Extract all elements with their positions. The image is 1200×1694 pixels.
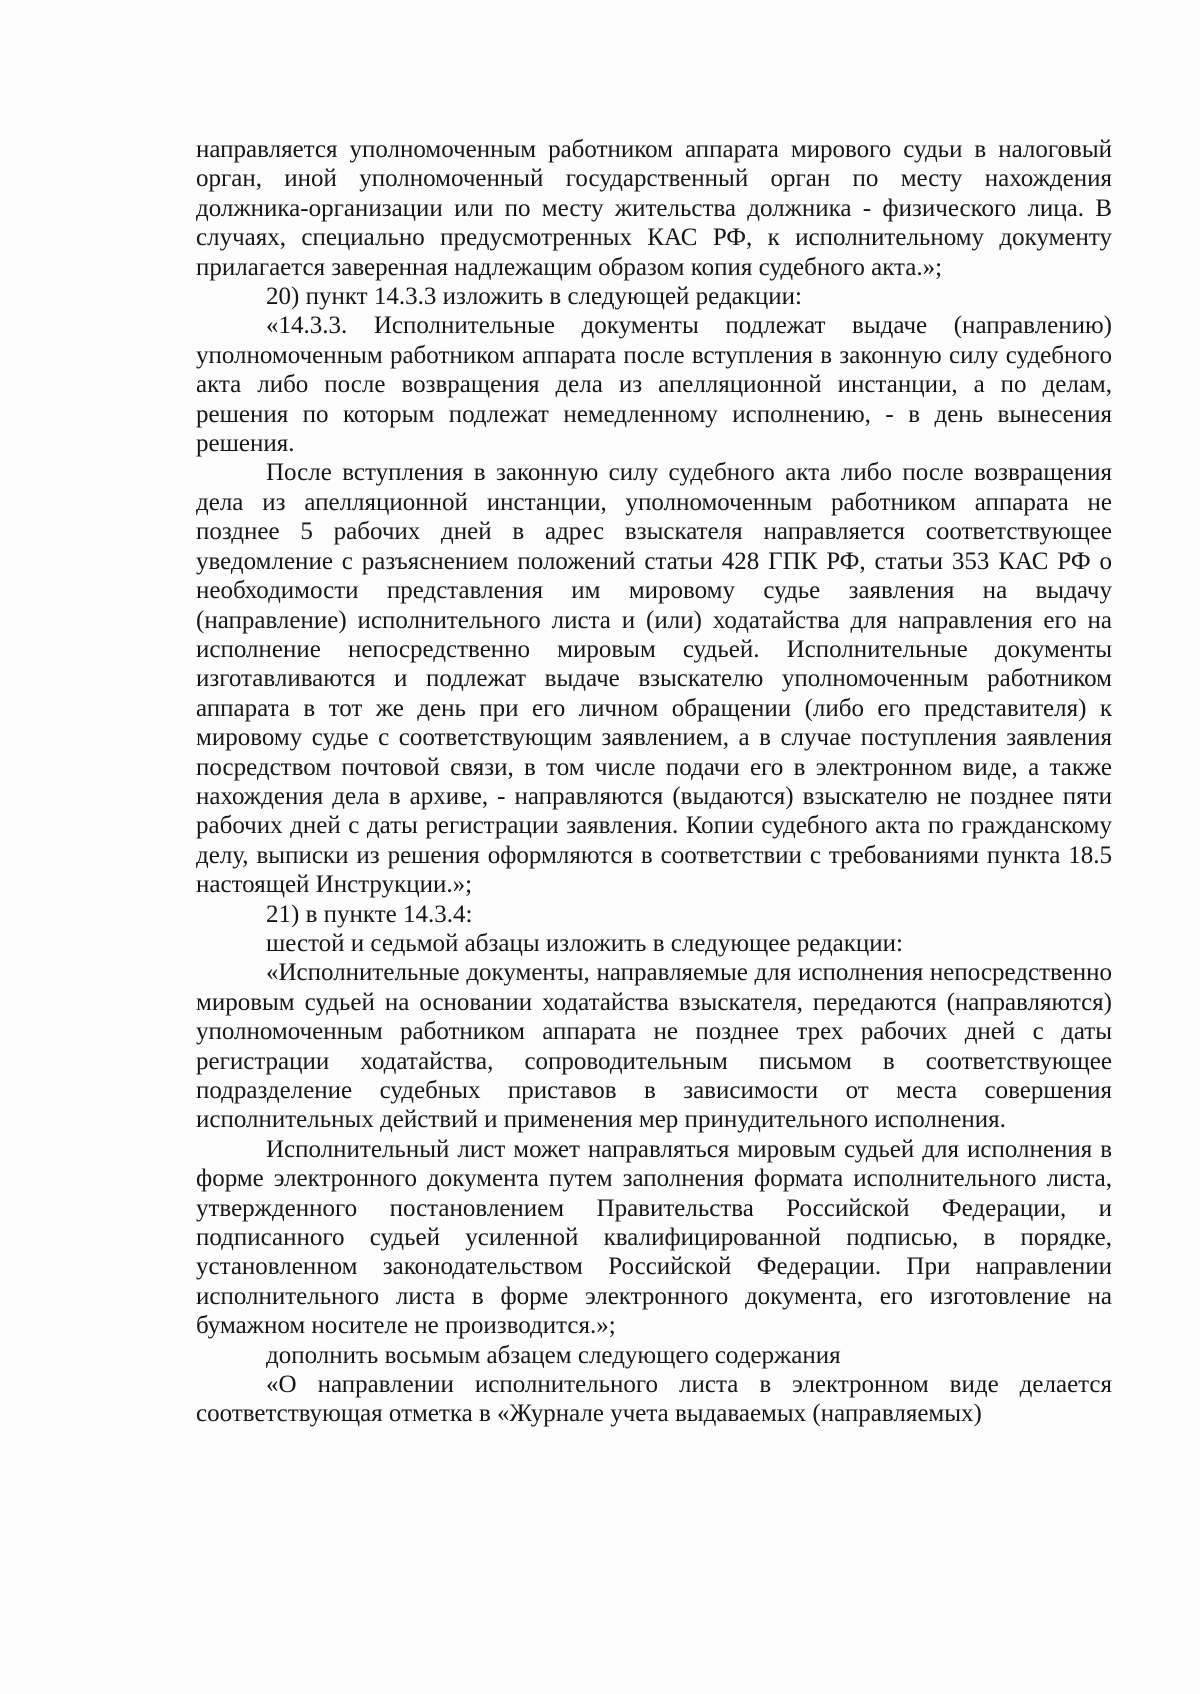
paragraph-sixth-seventh: шестой и седьмой абзацы изложить в следующее редакции:: [266, 929, 903, 957]
paragraph-exec-documents: «Исполнительные документы, направляемые для исполнения непосредственно мировым судьей на основании ходатайства взыскателя, передаются (направляются) уполномоченным работником аппарата не позднее трех рабочих дней с даты регистрации ходатайства, сопроводительным письмом в соответствующее подразделение судебных приставов в зависимости от места совершения исполнительных действий и применения мер принудительного исполнения.: [196, 959, 1112, 1134]
paragraph-continuation: направляется уполномоченным работником аппарата мирового судьи в налоговый орган, иной уполномоченный государственный орган по месту нахождения должника-организации или по месту жительства должника - физического лица. В случаях, специально предусмотренных КАС РФ, к исполнительному документу прилагается заверенная надлежащим образом копия судебного акта.»;: [196, 136, 1112, 281]
paragraph-eighth-addition: дополнить восьмым абзацем следующего содержания: [266, 1341, 841, 1369]
document-body: [196, 135, 1112, 1429]
paragraph-item-21: 21) в пункте 14.3.4:: [266, 900, 473, 928]
paragraph-after-entry: После вступления в законную силу судебного акта либо после возвращения дела из апелляционной инстанции, уполномоченным работником аппарата не позднее 5 рабочих дней в адрес взыскателя направляется соответствующее уведомление с разъяснением положений статьи 428 ГПК РФ, статьи 353 КАС РФ о необходимости представления им мировому судье заявления на выдачу (направление) исполнительного листа и (или) ходатайства для направления его на исполнение непосредственно мировым судьей. Исполнительные документы изготавливаются и подлежат выдаче взыскателю уполномоченным работником аппарата в тот же день при его личном обращении (либо его представителя) к мировому судье с соответствующим заявлением, а в случае поступления заявления посредством почтовой связи, в том числе подачи его в электронном виде, а также нахождения дела в архиве, - направляются (выдаются) взыскателю не позднее пяти рабочих дней с даты регистрации заявления. Копии судебного акта по гражданскому делу, выписки из решения оформляются в соответствии с требованиями пункта 18.5 настоящей Инструкции.»;: [196, 459, 1112, 899]
paragraph-item-20: 20) пункт 14.3.3 изложить в следующей редакции:: [266, 283, 802, 311]
paragraph-journal-note: «О направлении исполнительного листа в электронном виде делается соответствующая отметка в «Журнале учета выдаваемых (направляемых): [196, 1371, 1112, 1428]
paragraph-14-3-3: «14.3.3. Исполнительные документы подлежат выдаче (направлению) уполномоченным работником аппарата после вступления в законную силу судебного акта либо после возвращения дела из апелляционной инстанции, а по делам, решения по которым подлежат немедленному исполнению, - в день вынесения решения.: [196, 312, 1112, 458]
paragraph-exec-list-electronic: Исполнительный лист может направляться мировым судьей для исполнения в форме электронного документа путем заполнения формата исполнительного листа, утвержденного постановлением Правительства Российской Федерации, и подписанного судьей усиленной квалифицированной подписью, в порядке, установленном законодательством Российской Федерации. При направлении исполнительного листа в форме электронного документа, его изготовление на бумажном носителе не производится.»;: [196, 1135, 1112, 1340]
